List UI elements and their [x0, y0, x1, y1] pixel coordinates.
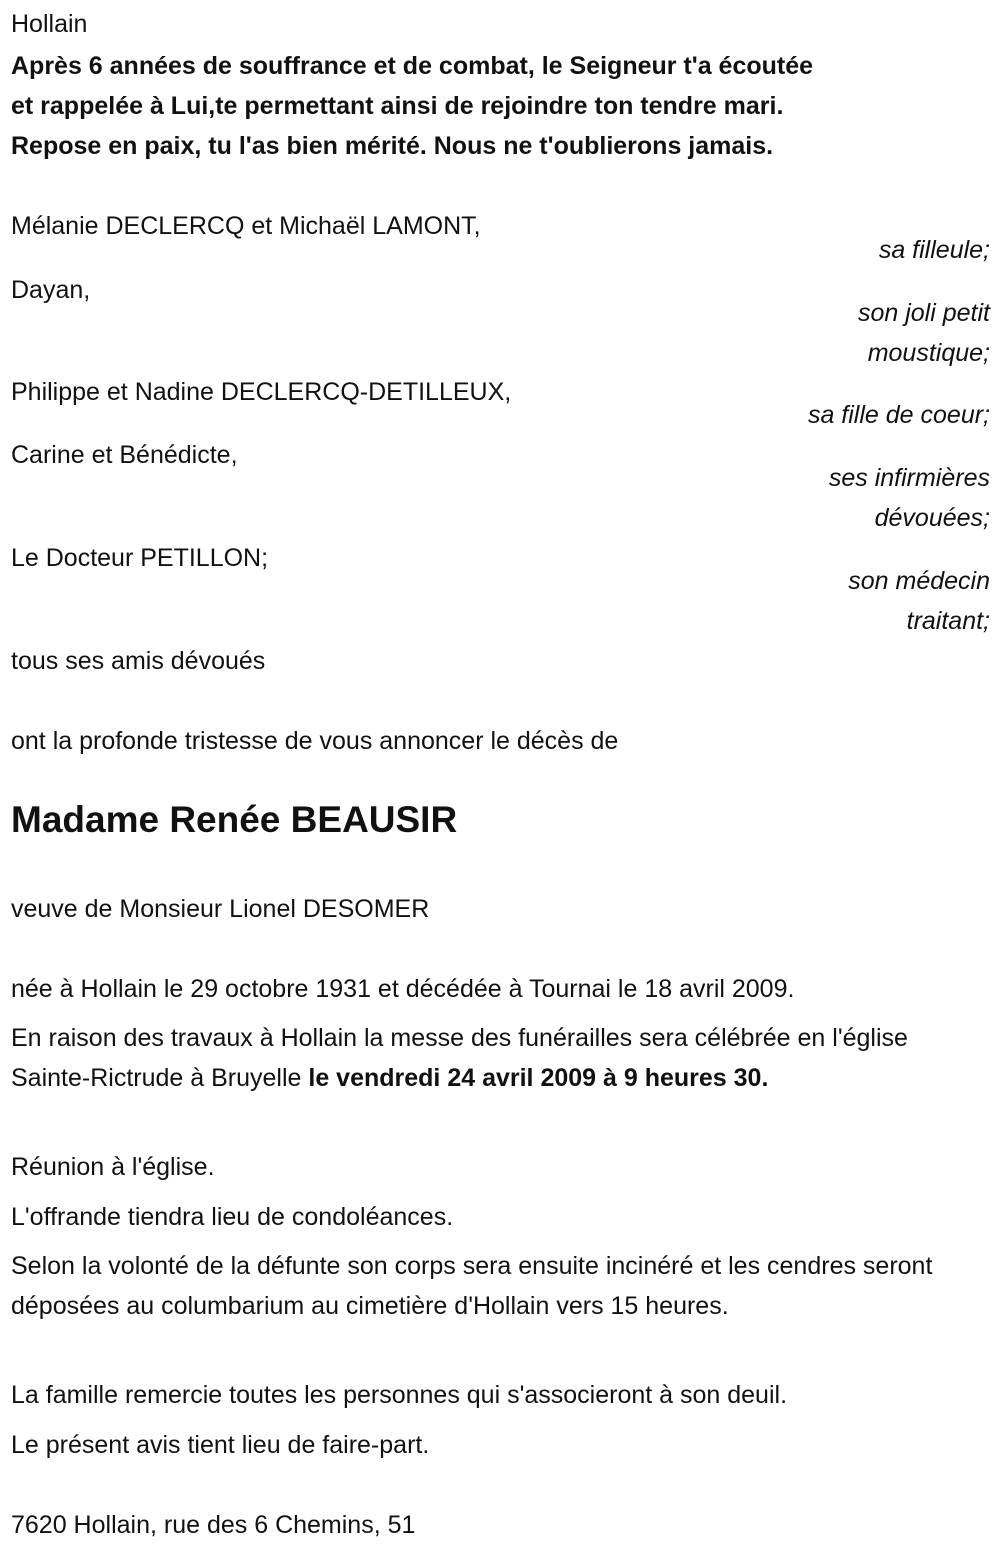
funeral-date: le vendredi 24 avril 2009 à 9 heures 30.: [308, 1064, 769, 1092]
intro-line: Repose en paix, tu l'as bien mérité. Nous ne t'oublierons jamais.: [11, 132, 774, 160]
family-member-relation: sa filleule;: [878, 236, 990, 264]
funeral-details: [11, 1018, 986, 1098]
family-member-relation: sa fille de coeur;: [807, 401, 990, 429]
family-member-name: Dayan,: [11, 276, 91, 304]
deceased-name: Madame Renée BEAUSIR: [11, 799, 458, 840]
widow-of: veuve de Monsieur Lionel DESOMER: [11, 895, 430, 923]
notice-line: Le présent avis tient lieu de faire-part.: [11, 1431, 430, 1459]
intro-line: Après 6 années de souffrance et de combat, le Seigneur t'a écoutée: [11, 52, 814, 80]
thanks-line: La famille remercie toutes les personnes qui s'associeront à son deuil.: [11, 1381, 788, 1409]
family-member-name: Philippe et Nadine DECLERCQ-DETILLEUX,: [11, 378, 512, 406]
place-heading: Hollain: [11, 10, 88, 38]
intro-line: et rappelée à Lui,te permettant ainsi de rejoindre ton tendre mari.: [11, 92, 784, 120]
family-member-name: Mélanie DECLERCQ et Michaël LAMONT,: [11, 212, 481, 240]
announce-line: ont la profonde tristesse de vous annoncer le décès de: [11, 727, 619, 755]
offering-line: L'offrande tiendra lieu de condoléances.: [11, 1203, 454, 1231]
family-member-name: Le Docteur PETILLON;: [11, 544, 269, 572]
friends-line: tous ses amis dévoués: [11, 647, 266, 675]
funeral-text: En raison des travaux à Hollain la messe des funérailles sera célébrée en l'église Sainte-Rictrude à Bruyelle: [11, 1024, 908, 1092]
address: 7620 Hollain, rue des 6 Chemins, 51: [11, 1511, 416, 1539]
birth-death: née à Hollain le 29 octobre 1931 et décédée à Tournai le 18 avril 2009.: [11, 975, 795, 1003]
family-member-relation: son médecin traitant;: [848, 567, 990, 635]
family-member-name: Carine et Bénédicte,: [11, 441, 238, 469]
family-member-relation: son joli petit moustique;: [857, 299, 990, 367]
meeting-line: Réunion à l'église.: [11, 1153, 215, 1181]
family-member-relation: ses infirmières dévouées;: [828, 464, 990, 532]
cremation-text: Selon la volonté de la défunte son corps sera ensuite incinéré et les cendres seront déposées au columbarium au cimetière d'Hollain vers 15 heures.: [11, 1252, 933, 1320]
